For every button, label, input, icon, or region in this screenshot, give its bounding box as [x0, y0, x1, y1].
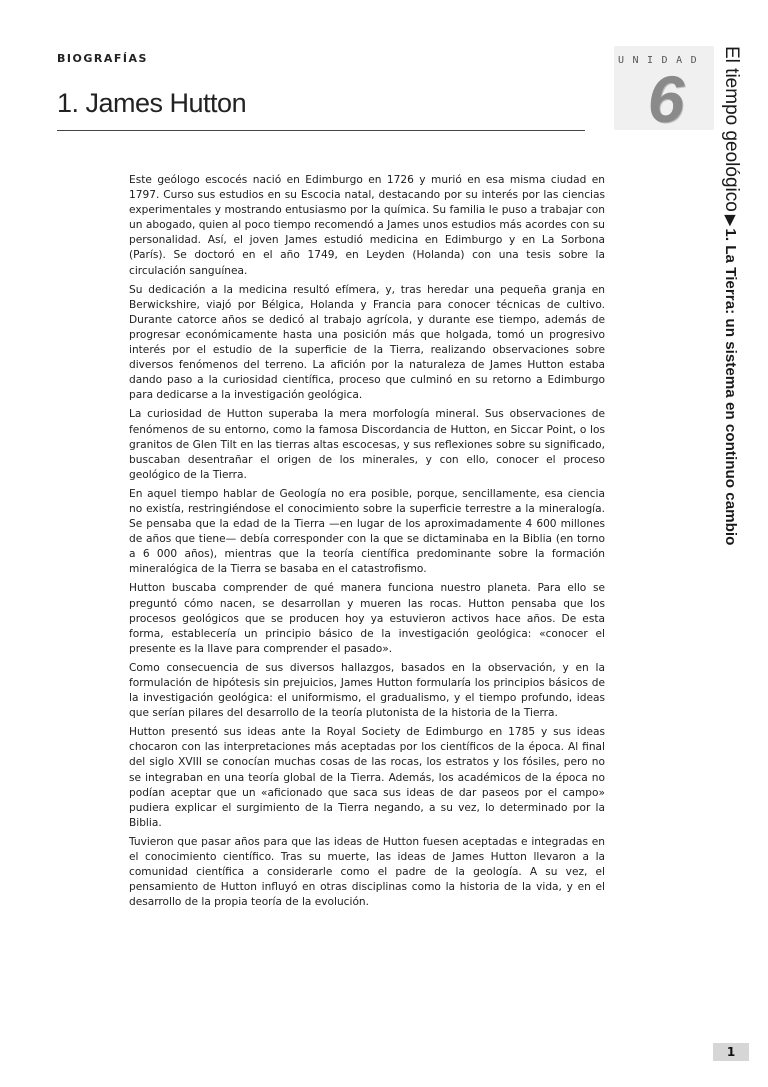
- section-label: BIOGRAFÍAS: [57, 52, 148, 65]
- unit-label: UNIDAD: [618, 55, 706, 66]
- paragraph: En aquel tiempo hablar de Geología no era posible, porque, sencillamente, esa ciencia no existía, restringiéndose el conocimiento sobre la superficie terrestre a la mineralogía. Se pensaba que la edad de la Tierra —en lugar de los aproximadamente 4 600 millones de años que tiene— debía corresponder con la que se dictaminaba en la Biblia (en torno a 6 000 años), mientras que la teoría científica predominante sobre la formación mineralógica de la Tierra se basaba en el catastrofismo.: [129, 487, 605, 576]
- unit-name: El tiempo geológico: [721, 46, 742, 212]
- paragraph: Hutton presentó sus ideas ante la Royal Society de Edimburgo en 1785 y sus ideas chocaron con las interpretaciones más aceptadas por los científicos de la época. Al final del siglo XVIII se conocían muchas cosas de las rocas, los estratos y los fósiles, pero no se integraban en una teoría global de la Tierra. Además, los académicos de la época no podían aceptar que un «aficionado que saca sus ideas de dar paseos por el campo» pudiera explicar el surgimiento de la Tierra negando, a su vez, lo determinado por la Biblia.: [129, 726, 605, 829]
- page-number: 1: [726, 1045, 736, 1059]
- unit-number: 6: [647, 62, 685, 136]
- paragraph: Su dedicación a la medicina resultó efímera, y, tras heredar una pequeña granja en Berwickshire, viajó por Bélgica, Holanda y Francia para conocer técnicas de cultivo. Durante catorce años se dedicó al trabajo agrícola, y durante ese tiempo, además de progresar económicamente hasta una posición más que holgada, tomó un progresivo interés por el estudio de la superficie de la Tierra, realizando observaciones sobre diversos fenómenos del terreno. La afición por la naturaleza de James Hutton estaba dando paso a la curiosidad científica, proceso que culminó en su retorno a Edimburgo para dedicarse a la investigación geológica.: [129, 283, 605, 402]
- paragraph: La curiosidad de Hutton superaba la mera morfología mineral. Sus observaciones de fenómenos de su entorno, como la famosa Discordancia de Hutton, en Siccar Point, o los granitos de Glen Tilt en las tierras altas escocesas, y sus reflexiones sobre su significado, buscaban desentrañar el origen de los minerales, y con ello, conocer el proceso geológico de la Tierra.: [129, 408, 605, 481]
- title-divider: [57, 130, 585, 131]
- unit-running-header: [720, 46, 742, 545]
- unit-topic: 1. La Tierra: un sistema en continuo cambio: [722, 228, 739, 546]
- biography-text: [129, 173, 605, 914]
- paragraph: Este geólogo escocés nació en Edimburgo en 1726 y murió en esa misma ciudad en 1797. Curso sus estudios en su Escocia natal, destacando por su interés por las ciencias experimentales y mostrando entusiasmo por la química. Su familia le puso a trabajar con un abogado, quien al poco tiempo recomendó a James unos estudios más acordes con su personalidad. Así, el joven James estudió medicina en Edimburgo y en La Sorbona (París). Se doctoró en el año 1749, en Leyden (Holanda) con una tesis sobre la circulación sanguínea.: [129, 174, 605, 277]
- paragraph: Como consecuencia de sus diversos hallazgos, basados en la observación, y en la formulación de hipótesis sin prejuicios, James Hutton formularía los principios básicos de la investigación geológica: el uniformismo, el gradualismo, y el tiempo profundo, ideas que serían pilares del desarrollo de la teoría plutonista de la historia de la Tierra.: [129, 661, 605, 720]
- paragraph: Hutton buscaba comprender de qué manera funciona nuestro planeta. Para ello se preguntó cómo nacen, se desarrollan y mueren las rocas. Hutton pensaba que los procesos geológicos que se producen hoy ya estuvieron activos hace años. De esta forma, establecería un principio básico de la investigación geológica: «conocer el presente es la llave para comprender el pasado».: [129, 582, 605, 655]
- page-title: 1. James Hutton: [57, 88, 247, 118]
- arrow-right-icon: ▶: [722, 214, 739, 227]
- paragraph: Tuvieron que pasar años para que las ideas de Hutton fuesen aceptadas e integradas en el conocimiento científico. Tras su muerte, las ideas de James Hutton llevaron a la comunidad científica a considerarle como el padre de la geología. A su vez, el pensamiento de Hutton influyó en otras disciplinas como la historia de la vida, y en el desarrollo de la propia teoría de la evolución.: [129, 835, 605, 909]
